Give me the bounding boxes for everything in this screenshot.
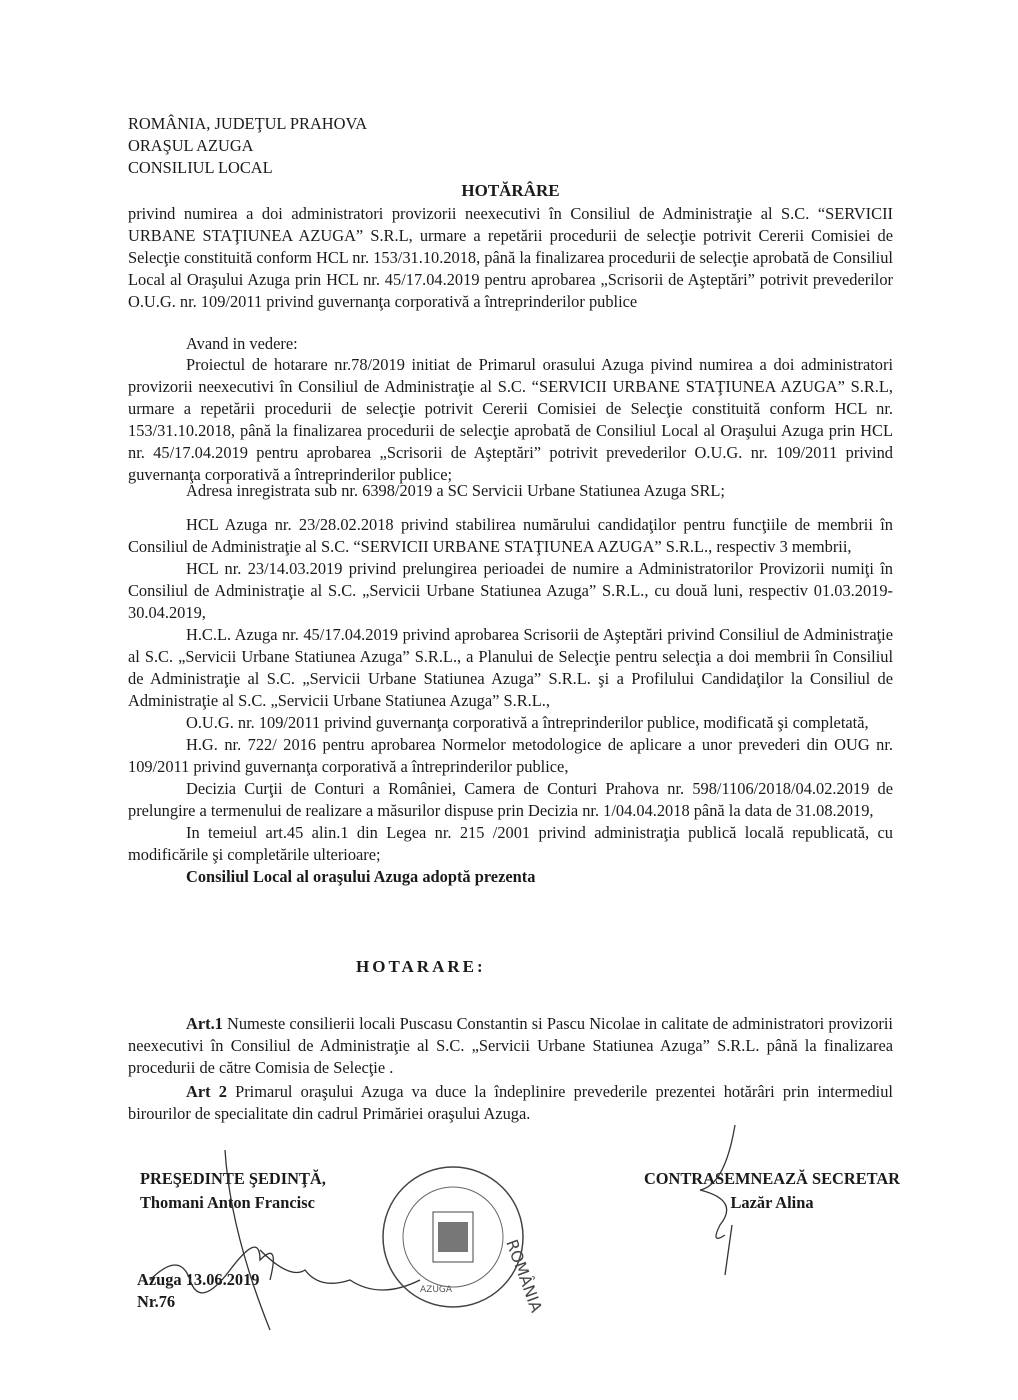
header-council: CONSILIUL LOCAL [128, 158, 273, 177]
article-text: Primarul oraşului Azuga va duce la îndeplinire prevederile prezentei hotărâri prin intermediul birourilor de specialitate din cadrul Primăriei oraşului Azuga. [128, 1082, 893, 1123]
secretary-title: CONTRASEMNEAZĂ SECRETAR [643, 1169, 901, 1188]
svg-text:ROMÂNIA: ROMÂNIA [502, 1236, 547, 1315]
consideration-item: HCL nr. 23/14.03.2019 privind prelungirea perioadei de numire a Administratorilor Provizorii numiţi în Consiliul de Administraţie al S.C. „Servicii Urbane Statiunea Azuga” S.R.L., cu două luni, respectiv 01.03.2019-30.04.2019, [128, 559, 893, 622]
article-1 [128, 1013, 893, 1079]
considering-heading: Avand in vedere: [186, 334, 298, 353]
handwritten-signature-secretary [680, 1125, 780, 1275]
consideration-address: Adresa inregistrata sub nr. 6398/2019 a SC Servicii Urbane Statiunea Azuga SRL; [186, 481, 725, 500]
decision-title: HOTARARE: [356, 957, 486, 976]
document-date: Azuga 13.06.2019 [137, 1270, 260, 1289]
consideration-item: H.C.L. Azuga nr. 45/17.04.2019 privind aprobarea Scrisorii de Aşteptări privind Consiliul de Administraţie al S.C. „Servicii Urbane Statiunea Azuga” S.R.L., a Planului de Selecţie pentru selecţia a doi membrii în Consiliul de Administraţie al S.C. „Servicii Urbane Statiunea Azuga” S.R.L. şi a Profilului Candidaţilor la Consiliul de Administraţie al S.C. „Servicii Urbane Statiunea Azuga” S.R.L., [128, 625, 893, 710]
handwritten-signature-president [120, 1130, 420, 1330]
header-country: ROMÂNIA, JUDEŢUL PRAHOVA [128, 114, 368, 133]
president-name: Thomani Anton Francisc [140, 1193, 315, 1212]
article-text: Numeste consilierii locali Puscasu Constantin si Pascu Nicolae in calitate de administratori provizorii neexecutivi în Consiliul de Administraţie al S.C. „Servicii Urbane Statiunea Azuga” S.R.L. până la finalizarea procedurii de către Comisia de Selecţie . [128, 1014, 893, 1077]
consideration-item: O.U.G. nr. 109/2011 privind guvernanţa corporativă a întreprinderilor publice, modificată şi completată, [186, 713, 869, 732]
consideration-item: H.G. nr. 722/ 2016 pentru aprobarea Normelor metodologice de aplicare a unor prevederi din OUG nr. 109/2011 privind guvernanţa corporativă a întreprinderilor publice, [128, 735, 893, 776]
consideration-project: Proiectul de hotarare nr.78/2019 initiat de Primarul orasului Azuga pivind numirea a doi administratori provizorii neexecutivi în Consiliul de Administraţie al S.C. “SERVICII URBANE STAŢIUNEA AZUGA” S.R.L, urmare a repetării procedurii de selecţie potrivit Cererii Comisiei de Selecţie constituită conform HCL nr. 153/31.10.2018, până la finalizarea procedurii de selecţie aprobată de Consiliul Local al Oraşului Azuga prin HCL nr. 45/17.04.2019 pentru aprobarea „Scrisorii de Aşteptări” potrivit prevederilor O.U.G. nr. 109/2011 privind guvernanţa corporativă a întreprinderilor publice; [128, 355, 893, 484]
article-label: Art.1 [186, 1014, 223, 1033]
article-2 [128, 1081, 893, 1125]
adoption-statement: Consiliul Local al oraşului Azuga adoptă prezenta [186, 867, 536, 886]
consideration-item: In temeiul art.45 alin.1 din Legea nr. 215 /2001 privind administraţia publică locală republicată, cu modificările şi completările ulterioare; [128, 823, 893, 864]
official-seal [378, 1162, 547, 1315]
article-label: Art 2 [186, 1082, 227, 1101]
document-number: Nr.76 [137, 1292, 176, 1311]
svg-text:AZUGA: AZUGA [420, 1285, 453, 1295]
document-header [128, 113, 893, 179]
consideration-item: Decizia Curţii de Conturi a României, Camera de Conturi Prahova nr. 598/1106/2018/04.02.2019 de prelungire a termenului de realizare a măsurilor dispuse prin Decizia nr. 1/04.04.2018 până la data de 31.08.2019, [128, 779, 893, 820]
header-town: ORAŞUL AZUGA [128, 136, 254, 155]
president-title: PREŞEDINTE ŞEDINŢĂ, [140, 1169, 326, 1188]
secretary-name: Lazăr Alina [730, 1193, 814, 1212]
considerations-list [128, 514, 893, 888]
consideration-item: HCL Azuga nr. 23/28.02.2018 privind stabilirea numărului candidaţilor pentru funcţiile de membrii în Consiliul de Administraţie al S.C. “SERVICII URBANE STAŢIUNEA AZUGA” S.R.L., respectiv 3 membrii, [128, 515, 893, 556]
document-subject: privind numirea a doi administratori provizorii neexecutivi în Consiliul de Administraţie al S.C. “SERVICII URBANE STAŢIUNEA AZUGA” S.R.L, urmare a repetării procedurii de selecţie potrivit Cererii Comisiei de Selecţie constituită conform HCL nr. 153/31.10.2018, până la finalizarea procedurii de selecţie aprobată de Consiliul Local al Oraşului Azuga prin HCL nr. 45/17.04.2019 pentru aprobarea „Scrisorii de Aşteptări” potrivit prevederilor O.U.G. nr. 109/2011 privind guvernanţa corporativă a întreprinderilor publice [128, 204, 893, 311]
document-title: HOTĂRÂRE [461, 181, 560, 200]
